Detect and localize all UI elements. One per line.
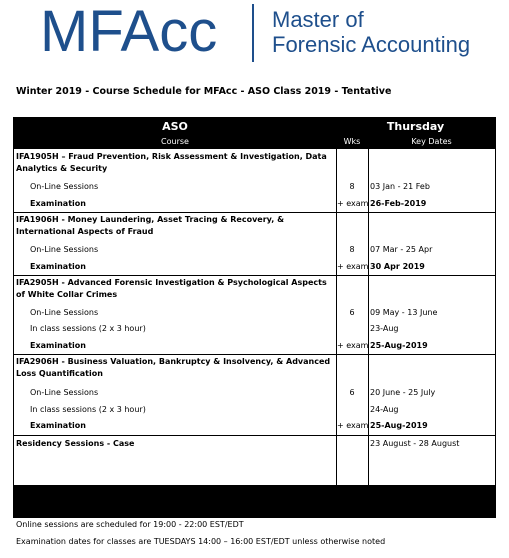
inclass-label: In class sessions (2 x 3 hour) [30,405,146,414]
session-weeks: 6 [349,308,355,317]
course-title: IFA2906H - Business Valuation, Bankruptcy & Insolvency, & Advanced Loss Quantification [16,357,331,378]
col-course-header: Course [161,137,189,146]
schedule-title: Winter 2019 - Course Schedule for MFAcc - ASO Class 2019 - Tentative [16,86,392,97]
course-title: IFA1906H - Money Laundering, Asset Tracing & Recovery, & International Aspects of Fraud [16,215,285,236]
online-sessions-note: Online sessions are scheduled for 19:00 - 22:00 EST/EDT [16,520,244,529]
session-date: 09 May - 13 June [370,308,438,317]
exam-date: 26-Feb-2019 [370,199,427,208]
inclass-date: 24-Aug [370,405,399,414]
session-label: On-Line Sessions [30,182,99,191]
col-dates-header: Key Dates [411,137,452,146]
exam-label: Examination [30,199,86,208]
exam-date: 30 Apr 2019 [370,262,425,271]
exam-date: 25-Aug-2019 [370,341,428,350]
session-weeks: 8 [349,182,355,191]
course-title: IFA1905H – Fraud Prevention, Risk Assessment & Investigation, Data Analytics & Security [16,152,327,173]
exam-weeks: + exam [337,262,369,271]
residency-date: 23 August - 28 August [370,439,460,448]
logo-mark: MFAcc [40,0,218,64]
session-label: On-Line Sessions [30,308,99,317]
row-divider [14,435,495,436]
row-divider [14,275,495,276]
table-header-row [14,118,495,135]
header-thursday: Thursday [386,120,445,133]
logo-divider [252,4,254,62]
inclass-label: In class sessions (2 x 3 hour) [30,324,146,333]
table-subheader-row [14,135,495,149]
table-footer-bar [14,485,495,517]
schedule-table [13,117,496,518]
row-divider [14,212,495,213]
col-wks-header: Wks [343,137,361,146]
session-label: On-Line Sessions [30,388,99,397]
course-title: IFA2905H - Advanced Forensic Investigation & Psychological Aspects of White Collar Crimes [16,278,327,299]
session-date: 03 Jan - 21 Feb [370,182,430,191]
row-divider [14,354,495,355]
exam-label: Examination [30,421,86,430]
logo-line-2: Forensic Accounting [272,32,471,57]
header-aso: ASO [162,120,188,133]
residency-label: Residency Sessions - Case [16,439,135,448]
inclass-date: 23-Aug [370,324,399,333]
exam-weeks: + exam [337,341,369,350]
exam-dates-note: Examination dates for classes are TUESDAYS 14:00 – 16:00 EST/EDT unless otherwise noted [16,537,386,546]
exam-label: Examination [30,341,86,350]
session-date: 07 Mar - 25 Apr [370,245,433,254]
exam-date: 25-Aug-2019 [370,421,428,430]
session-label: On-Line Sessions [30,245,99,254]
session-weeks: 6 [349,388,355,397]
logo-line-1: Master of [272,7,364,32]
exam-weeks: + exam [337,199,369,208]
session-weeks: 8 [349,245,355,254]
mfacc-logo [0,0,509,72]
exam-weeks: + exam [337,421,369,430]
exam-label: Examination [30,262,86,271]
session-date: 20 June - 25 July [370,388,436,397]
